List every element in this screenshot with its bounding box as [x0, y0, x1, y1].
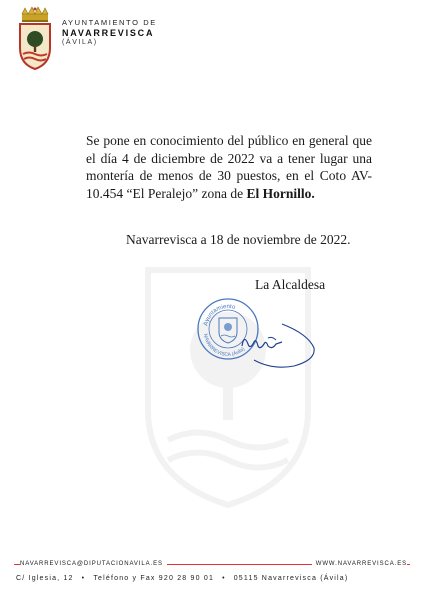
announcement-paragraph — [86, 132, 372, 202]
footer-email: NAVARREVISCA@DIPUTACIONAVILA.ES — [20, 561, 167, 567]
svg-text:NAVARREVISCA (Ávila): NAVARREVISCA (Ávila) — [202, 333, 247, 359]
footer-website: WWW.NAVARREVISCA.ES — [312, 561, 407, 567]
coat-of-arms-icon — [16, 6, 54, 72]
footer-separator: • — [81, 575, 86, 582]
header-line-2: NAVARREVISCA — [62, 28, 155, 38]
footer-separator: • — [222, 575, 226, 582]
footer-street: C/ Iglesia, 12 — [16, 575, 74, 582]
footer-address-line — [16, 575, 348, 582]
signer-title: La Alcaldesa — [255, 277, 326, 292]
municipality-header — [62, 18, 157, 46]
header-line-1: AYUNTAMIENTO DE — [62, 18, 157, 27]
signature-mark — [238, 316, 320, 372]
svg-text:Ayuntamiento: Ayuntamiento — [203, 303, 236, 327]
date-line: Navarrevisca a 18 de noviembre de 2022. — [126, 232, 351, 247]
footer-postal: 05115 Navarrevisca (Ávila) — [233, 575, 349, 582]
announcement-text: Se pone en conocimiento del público en general que el día 4 de diciembre de 2022 va a tener lugar una montería de menos de 30 puestos, en el Coto AV-10.454 “El Peralejo” zona de — [86, 133, 372, 201]
announcement-zone: El Hornillo. — [246, 185, 315, 201]
header-line-3: (ÁVILA) — [62, 39, 98, 46]
footer-phone: Teléfono y Fax 920 28 90 01 — [93, 575, 215, 582]
